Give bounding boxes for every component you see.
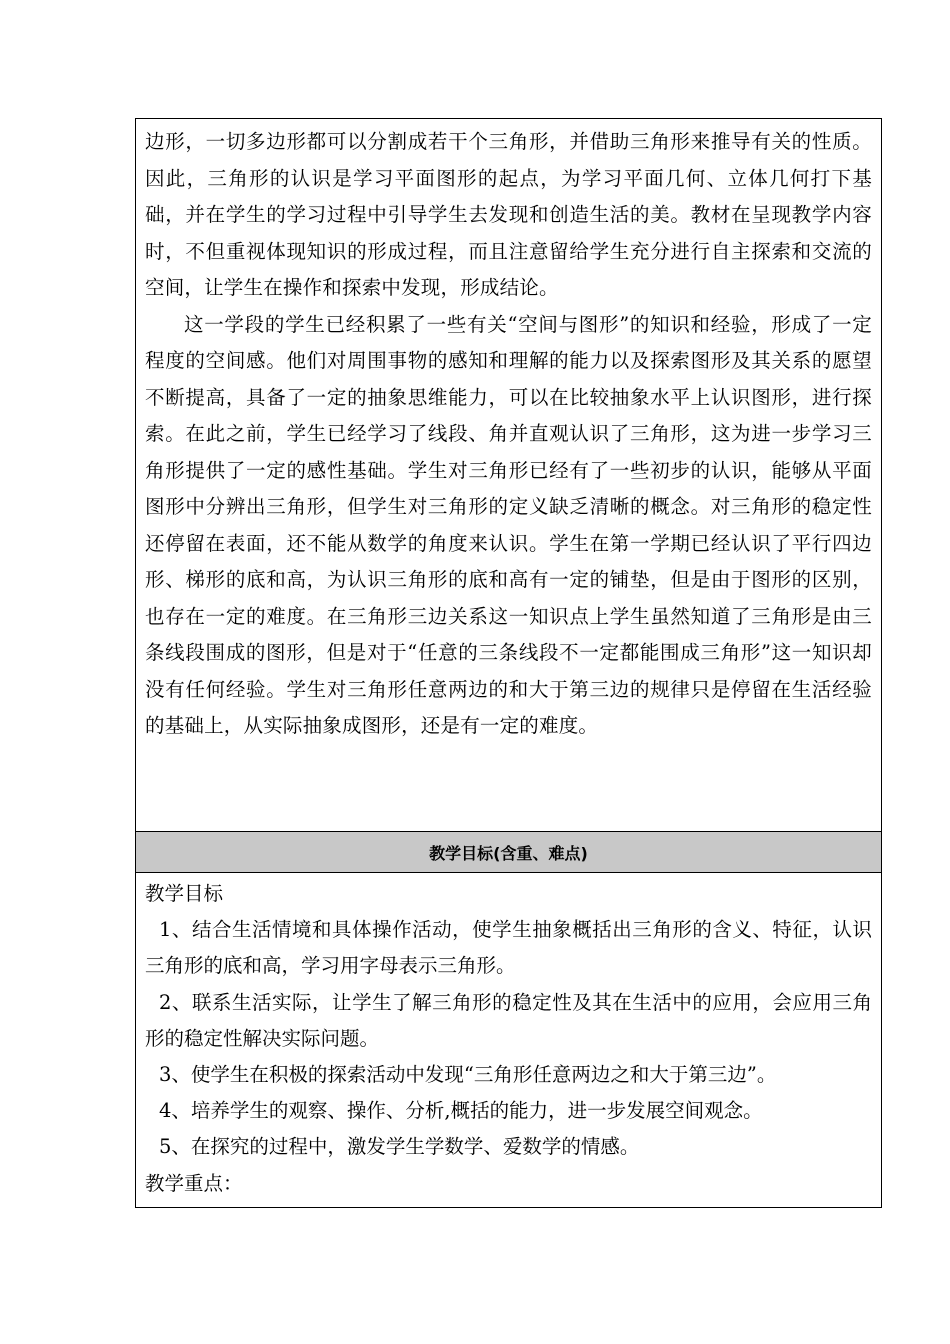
goal-item: 3、使学生在积极的探索活动中发现“三角形任意两边之和大于第三边”。 [159, 1063, 777, 1087]
goal-item: 4、培养学生的观察、操作、分析,概括的能力，进一步发展空间观念。 [159, 1099, 763, 1123]
content-analysis-cell [136, 119, 881, 832]
section-header-title: 教学目标(含重、难点) [429, 843, 588, 863]
key-points-title: 教学重点： [145, 1171, 243, 1195]
goal-item: 1、结合生活情境和具体操作活动，使学生抽象概括出三角形的含义、特征，认识三角形的底和高，学习用字母表示三角形。 [145, 918, 872, 978]
teaching-goals-cell [136, 873, 881, 1207]
goals-title: 教学目标 [145, 882, 224, 905]
student-analysis-paragraph: 这一学段的学生已经积累了一些有关“空间与图形”的知识和经验，形成了一定程度的空间感。他们对周围事物的感知和理解的能力以及探索图形及其关系的愿望不断提高，具备了一定的抽象思维能力，可以在比较抽象水平上认识图形，进行探索。在此之前，学生已经学习了线段、角并直观认识了三角形，这为进一步学习三角形提供了一定的感性基础。学生对三角形已经有了一些初步的认识，能够从平面图形中分辨出三角形，但学生对三角形的定义缺乏清晰的概念。对三角形的稳定性还停留在表面，还不能从数学的角度来认识。学生在第一学期已经认识了平行四边形、梯形的底和高，为认识三角形的底和高有一定的铺垫，但是由于图形的区别，也存在一定的难度。在三角形三边关系这一知识点上学生虽然知道了三角形是由三条线段围成的图形，但是对于“任意的三条线段不一定都能围成三角形”这一知识却没有任何经验。学生对三角形任意两边的和大于第三边的规律只是停留在生活经验的基础上，从实际抽象成图形，还是有一定的难度。 [145, 312, 872, 737]
lesson-plan-table [135, 118, 882, 1208]
goal-item: 5、在探究的过程中，激发学生学数学、爱数学的情感。 [159, 1135, 640, 1159]
section-header [136, 832, 881, 873]
textbook-analysis-paragraph: 边形，一切多边形都可以分割成若干个三角形，并借助三角形来推导有关的性质。因此，三角形的认识是学习平面图形的起点，为学习平面几何、立体几何打下基础，并在学生的学习过程中引导学生去发现和创造生活的美。教材在呈现教学内容时，不但重视体现知识的形成过程，而且注意留给学生充分进行自主探索和交流的空间，让学生在操作和探索中发现，形成结论。 [145, 130, 872, 299]
goal-item: 2、联系生活实际，让学生了解三角形的稳定性及其在生活中的应用，会应用三角形的稳定性解决实际问题。 [145, 990, 872, 1050]
